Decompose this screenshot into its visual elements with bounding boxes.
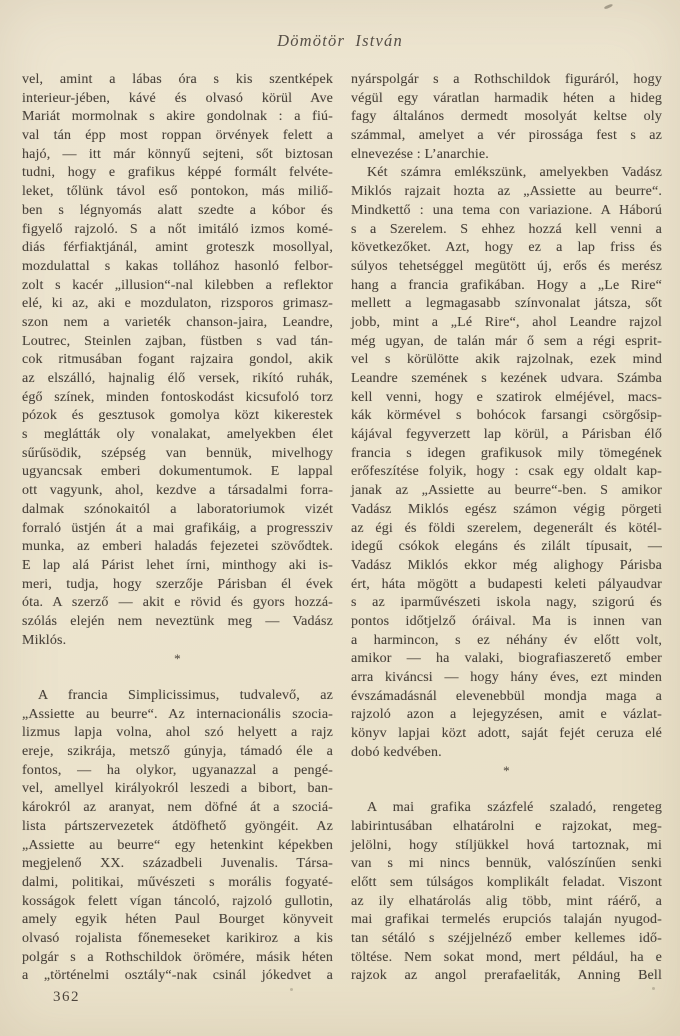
text-line: ben s légnyomás alatt szedte a kóbor és bbox=[22, 202, 333, 218]
text-line: az égi és földi szerelem, degenerált és kötél- bbox=[351, 520, 662, 536]
left-text-column bbox=[22, 71, 333, 986]
text-line: még ugyan, de talán már ő sem a régi esprit- bbox=[351, 333, 662, 349]
text-line: az ily elhatárolás alig több, mint ráérő, a bbox=[351, 893, 662, 909]
paper-speck bbox=[290, 988, 293, 991]
text-line: amely egyik héten Paul Bourget könyveit bbox=[22, 912, 333, 928]
text-line: Leandre szemének s kezének udvara. Számba bbox=[351, 371, 662, 386]
text-line: Miklós. bbox=[22, 632, 67, 648]
text-line: pontos időtjelző óráival. Ma is innen van bbox=[351, 613, 662, 629]
text-line: kell venni, hogy e szatirok elméjével, macs- bbox=[351, 389, 662, 405]
text-line: lista pártszervezetek átdöfhető gyöngéit. Az bbox=[22, 818, 333, 834]
text-line: könyv lapjai közt adott, saját fejét ceruza elé bbox=[351, 726, 662, 742]
text-line: erőfeszítése folyik, hogy : csak egy oldalt kap- bbox=[351, 464, 662, 480]
paper-speck bbox=[652, 987, 655, 990]
text-line: vel s körülötte akik rajzolnak, ezek mind bbox=[351, 352, 662, 368]
text-line: A francia Simplicissimus, tudvalevő, az bbox=[38, 688, 333, 703]
text-line: Miklós rajzait hozta az „Assiette au beurre“. bbox=[351, 184, 662, 200]
text-line: dobó kedvében. bbox=[351, 744, 442, 760]
text-line: következőket. Azt, hogy ez a lap friss és bbox=[351, 240, 662, 256]
text-line: megjelenő XX. századbeli Juvenalis. Társa- bbox=[22, 856, 333, 872]
text-line: labirintusában elhatárolni e rajzokat, meg- bbox=[351, 818, 662, 834]
text-line: elnevezése : L’anarchie. bbox=[351, 146, 489, 162]
text-line: s a Szerelem. S ehhez hozzá kell venni a bbox=[351, 221, 662, 237]
text-line: pózok és gesztusok gomolya közt kikerestek bbox=[22, 408, 333, 424]
text-line: jobb, mint a „Lé Rire“, ahol Leandre rajzol bbox=[351, 314, 662, 330]
text-line: meri, tudja, hogy szerzője Párisban él évek bbox=[22, 576, 333, 592]
text-line: munka, az emberi haladás fejezetei szövődtek. bbox=[22, 539, 333, 555]
text-line: súlyos tehetséggel megütött új, erős és merész bbox=[351, 258, 662, 274]
text-line: Vadász Miklós egész számon végig pörgeti bbox=[351, 501, 662, 517]
text-line: mozdulattal s kakas tollához hasonló felbor- bbox=[22, 258, 333, 274]
text-line: évszámadásnál elevenebbül mondja maga a bbox=[351, 688, 662, 704]
text-line: zolt s kacér „illusion“-nal kilebben a reflektor bbox=[22, 277, 333, 293]
text-line: ereje, szikrája, metsző gúnyja, támadó éle a bbox=[22, 744, 333, 760]
text-line: idegű csókok elegáns és zilált típusait, — bbox=[351, 539, 662, 555]
running-header: Dömötör István bbox=[277, 31, 403, 50]
text-line: olvasó rojalista főnemeseket karikiroz a kis bbox=[22, 930, 333, 946]
text-line: van s mi nincs bennük, valószínűen senki bbox=[351, 856, 662, 872]
text-line: lizmus lapja volna, ahol szó helyett a rajz bbox=[22, 725, 333, 741]
right-text-column bbox=[351, 71, 662, 986]
text-line: Loutrec, Steinlen zajban, füstben s vad tán- bbox=[22, 333, 333, 349]
text-line: jelölni, hogy stíljükkel hová tartoznak, mi bbox=[351, 837, 662, 853]
text-line: val tán épp most roppan örvények felett a bbox=[22, 128, 333, 144]
text-line: égő színek, minden fontoskodást kicsufoló torz bbox=[22, 389, 333, 405]
text-line: leket, tőlünk távol eső pontokon, más miliő- bbox=[22, 184, 333, 200]
text-line: nyárspolgár s a Rothschildok figuráról, hogy bbox=[351, 72, 662, 87]
text-line: A mai grafika százfelé szaladó, rengeteg bbox=[367, 800, 662, 816]
text-line: előtt sem túlságos komplikált feladat. Viszont bbox=[351, 874, 662, 890]
text-line: diás férfiaktjánál, amint groteszk mosollyal, bbox=[22, 240, 333, 256]
text-line: tudni, hogy e grafikus képpé formált felvéte- bbox=[22, 165, 333, 181]
text-line: az elszálló, hajnalig élő versek, rikító ruhák, bbox=[22, 371, 333, 386]
text-line: ugyancsak emberi dokumentumok. E lappal bbox=[22, 464, 333, 480]
text-line: kosságok felett vígan táncoló, rajzoló gullotin, bbox=[22, 893, 333, 909]
text-line: francia s idegen grafikusok mily tömegének bbox=[351, 445, 662, 461]
text-line: Két számra emlékszünk, amelyekben Vadász bbox=[367, 165, 662, 181]
text-line: végül egy váratlan harmadik héten a hideg bbox=[351, 90, 662, 106]
text-line: Mindkettő : una tema con variazione. A Háború bbox=[351, 202, 662, 218]
text-line: E lap alá Párist lehet írni, minthogy aki is- bbox=[22, 557, 333, 573]
text-line: óta. A szerző — akit e rövid és gyors hozzá- bbox=[22, 595, 333, 611]
text-line: „Assiette au beurre“ egy hetenkint képekben bbox=[22, 837, 333, 853]
section-separator: * bbox=[503, 763, 510, 779]
text-line: károkról az aranyat, nem döfné át a szociá- bbox=[22, 800, 333, 816]
text-line: kák körmével s bohócok farsangi csörgősip- bbox=[351, 408, 662, 424]
text-line: kájával fegyverzett lap körül, a Párisban élő bbox=[351, 427, 662, 443]
text-line: hajó, — itt már könnyű sejteni, sőt biztosan bbox=[22, 146, 333, 162]
text-line: számmal, amelyet a vér pirossága fest s az bbox=[351, 128, 662, 144]
text-line: elé, ki az, aki e mozdulaton, rizsporos grimasz- bbox=[22, 296, 333, 312]
page-number: 362 bbox=[53, 989, 80, 1005]
text-line: polgár s a Rothschildok örömére, másik héten bbox=[22, 949, 333, 965]
text-line: s meglátták oly vonalakat, amelyekben élet bbox=[22, 427, 333, 443]
text-line: „Assiette au beurre“. Az internacionális szocia- bbox=[22, 706, 333, 722]
paper-speck bbox=[604, 3, 613, 10]
text-line: mellett a legmagasabb színvonalat játsza, sőt bbox=[351, 296, 662, 312]
text-line: s az iparművészeti iskola nagy, szigorú és bbox=[351, 595, 662, 611]
text-line: mai grafikai termelés erupciós talaján nyugod- bbox=[351, 912, 662, 928]
text-line: ért, háta mögött a budapesti keleti pályaudvar bbox=[351, 576, 662, 592]
text-line: szólás elején nem neveztünk meg — Vadász bbox=[22, 613, 333, 629]
text-line: dalmak szónokaitól a laboratoriumok vizét bbox=[22, 501, 333, 517]
text-line: tan sétáló s széjjelnéző ember kellemes idő- bbox=[351, 930, 662, 946]
text-line: a harmincon, s ez néhány év előtt volt, bbox=[351, 632, 662, 648]
text-line: rajzoló azon a lejegyzésen, amit e vázlat- bbox=[351, 707, 662, 723]
text-line: amikor — ha valaki, biografiaszerető ember bbox=[351, 651, 662, 667]
text-line: vel, amint a lábas óra s kis szentképek bbox=[22, 72, 333, 87]
text-line: rajzok az angol prerafaeliták, Anning Bell bbox=[351, 968, 662, 984]
text-line: Vadász Miklós ekkor még alighogy Párisba bbox=[351, 557, 662, 573]
text-line: fagy általános dermedt mosolyát keltse oly bbox=[351, 109, 662, 125]
text-line: dalmi, politikai, művészeti s morális fogyaté- bbox=[22, 874, 333, 890]
text-line: sűrűsödik, szépség van bennük, mivelhogy bbox=[22, 445, 333, 461]
text-line: töltése. Nem sokat mond, mert például, ha e bbox=[351, 949, 662, 965]
text-line: ott vagyunk, ahol, kezdve a társadalmi forra- bbox=[22, 483, 333, 499]
text-line: janak az „Assiette au beurre“-ben. S amikor bbox=[351, 483, 662, 499]
text-line: figyelő rajzoló. S a nőt imitáló izmos komé- bbox=[22, 221, 333, 237]
text-line: arra kiváncsi — hogy hány éves, ezt minden bbox=[351, 670, 662, 685]
text-line: interieur-jében, kávé és olvasó körül Ave bbox=[22, 90, 333, 106]
text-line: a „történelmi osztály“-nak csinál jókedvet a bbox=[22, 968, 333, 984]
section-separator: * bbox=[174, 651, 181, 667]
text-line: vel, amellyel királyokról leszedi a bibort, ban- bbox=[22, 781, 333, 797]
text-line: hang a francia grafikában. Hogy a „Le Rire“ bbox=[351, 277, 662, 293]
text-line: forraló üstjén át a mai grafikáig, a progressziv bbox=[22, 520, 333, 536]
text-line: szon nem a varieték chanson-jaira, Leandre, bbox=[22, 314, 333, 330]
text-line: fontos, — ha olykor, ugyanazzal a pengé- bbox=[22, 762, 333, 778]
text-line: cok ritmusában fogant rajzaira gondol, akik bbox=[22, 352, 333, 368]
text-line: Mariát mormolnak s akire gondolnak : a fiú- bbox=[22, 109, 333, 125]
